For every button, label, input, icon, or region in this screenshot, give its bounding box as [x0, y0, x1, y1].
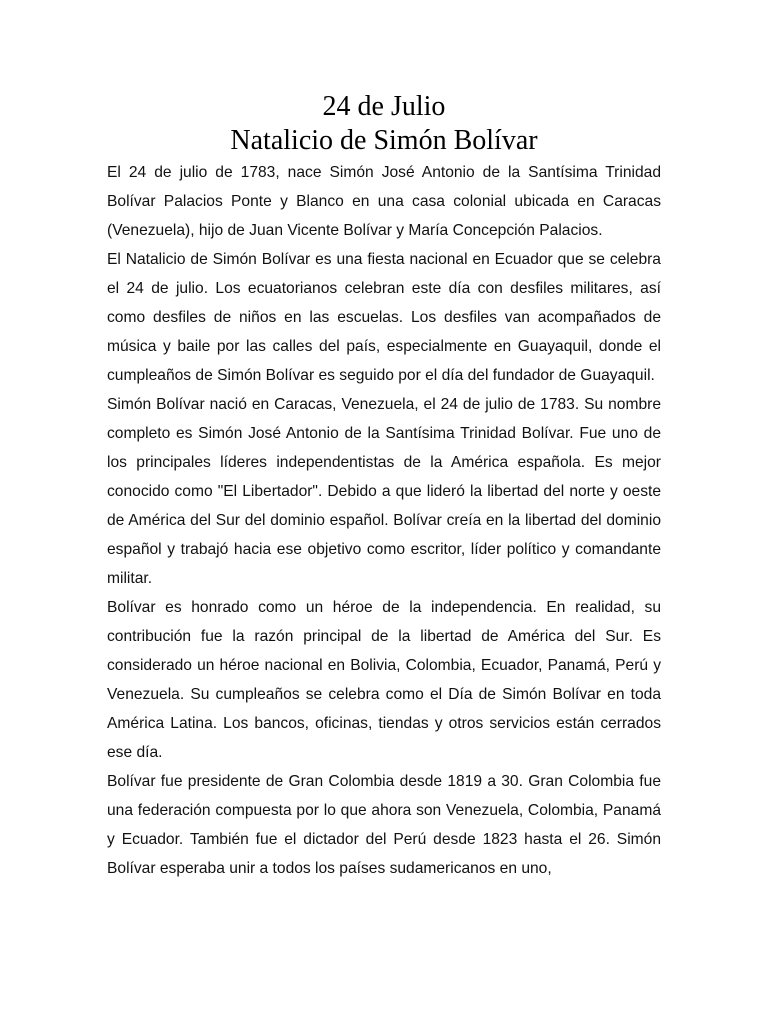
title-subject: Natalicio de Simón Bolívar — [230, 125, 538, 156]
paragraph-ecuador-holiday: El Natalicio de Simón Bolívar es una fiesta nacional en Ecuador que se celebra el 24 de julio. Los ecuatorianos celebran este día con desfiles militares, así como desfiles de niños en las escuelas. Los desfiles van acompañados de música y baile por las calles del país, especialmente en Guayaquil, donde el cumpleaños de Simón Bolívar es seguido por el día del fundador de Guayaquil. — [107, 251, 661, 384]
paragraph-biography: Simón Bolívar nació en Caracas, Venezuela, el 24 de julio de 1783. Su nombre completo es Simón José Antonio de la Santísima Trinidad Bolívar. Fue uno de los principales líderes independentistas de la América española. Es mejor conocido como "El Libertador". Debido a que lideró la libertad del norte y oeste de América del Sur del dominio español. Bolívar creía en la libertad del dominio español y trabajó hacia ese objetivo como escritor, líder político y comandante militar. — [107, 396, 661, 587]
title-date: 24 de Julio — [322, 91, 446, 122]
paragraph-gran-colombia: Bolívar fue presidente de Gran Colombia desde 1819 a 30. Gran Colombia fue una federación compuesta por lo que ahora son Venezuela, Colombia, Panamá y Ecuador. También fue el dictador del Perú desde 1823 hasta el 26. Simón Bolívar esperaba unir a todos los países sudamericanos en uno, — [107, 773, 661, 877]
paragraph-hero: Bolívar es honrado como un héroe de la independencia. En realidad, su contribución fue la razón principal de la libertad de América del Sur. Es considerado un héroe nacional en Bolivia, Colombia, Ecuador, Panamá, Perú y Venezuela. Su cumpleaños se celebra como el Día de Simón Bolívar en toda América Latina. Los bancos, oficinas, tiendas y otros servicios están cerrados ese día. — [107, 599, 661, 761]
paragraph-birth: El 24 de julio de 1783, nace Simón José Antonio de la Santísima Trinidad Bolívar Palacios Ponte y Blanco en una casa colonial ubicada en Caracas (Venezuela), hijo de Juan Vicente Bolívar y María Concepción Palacios. — [107, 164, 661, 239]
document-body — [107, 158, 661, 883]
document-title — [0, 90, 768, 158]
